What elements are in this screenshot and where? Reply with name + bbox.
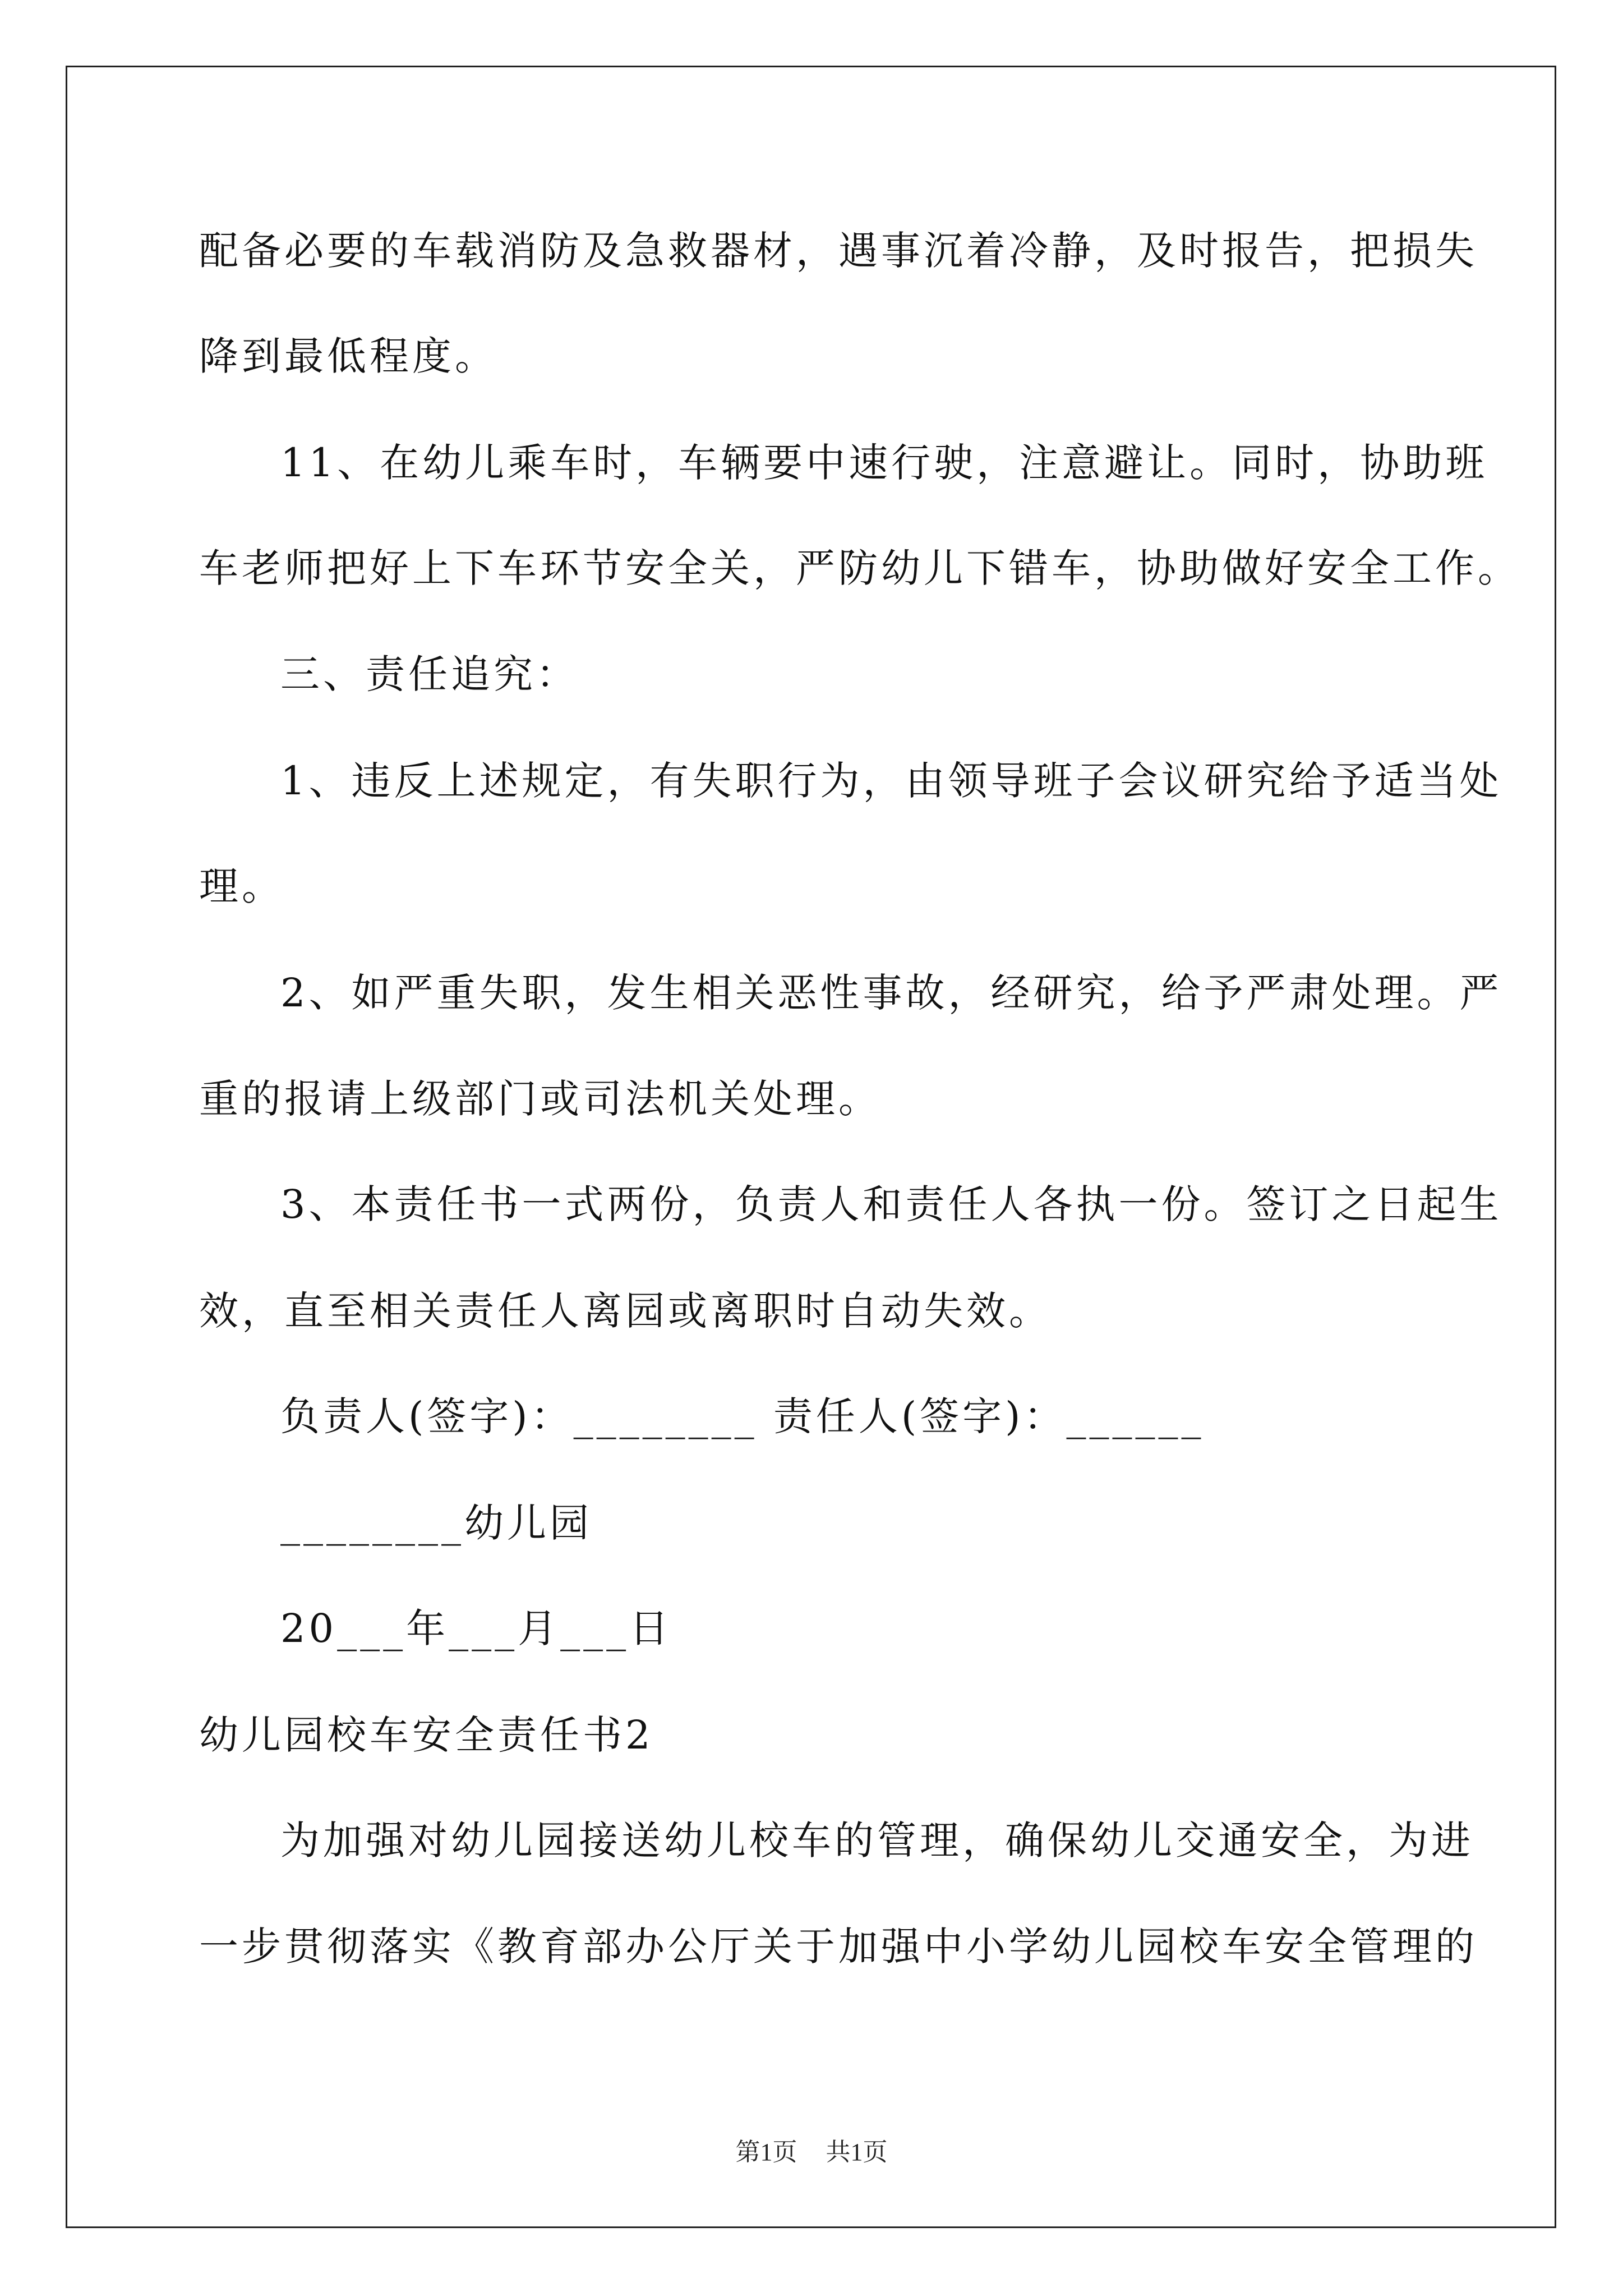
- page-total: 共1页: [826, 2138, 888, 2166]
- text-line: 2、如严重失职，发生相关恶性事故，经研究，给予严肃处理。严: [280, 970, 1502, 1016]
- text-line: 降到最低程度。: [199, 333, 497, 379]
- text-line: 效，直至相关责任人离园或离职时自动失效。: [199, 1288, 1052, 1334]
- kindergarten-name-line: ________幼儿园: [280, 1500, 592, 1546]
- text-line: 配备必要的车载消防及急救器材，遇事沉着冷静，及时报告，把损失: [199, 228, 1478, 274]
- text-line: 1、违反上述规定，有失职行为，由领导班子会议研究给予适当处: [280, 758, 1502, 804]
- text-line: 车老师把好上下车环节安全关，严防幼儿下错车，协助做好安全工作。: [199, 545, 1520, 591]
- text-line: 重的报请上级部门或司法机关处理。: [199, 1076, 881, 1122]
- date-line: 20___年___月___日: [280, 1605, 672, 1651]
- text-line: 为加强对幼儿园接送幼儿校车的管理，确保幼儿交通安全，为进: [280, 1818, 1474, 1864]
- page-border: [66, 66, 1556, 2228]
- document-title: 幼儿园校车安全责任书2: [199, 1712, 654, 1758]
- text-line: 一步贯彻落实《教育部办公厅关于加强中小学幼儿园校车安全管理的: [199, 1924, 1478, 1970]
- text-line: 理。: [199, 863, 284, 909]
- text-line: 3、本责任书一式两份，负责人和责任人各执一份。签订之日起生: [280, 1181, 1502, 1227]
- page-footer: [0, 2132, 1623, 2168]
- text-line: 11、在幼儿乘车时，车辆要中速行驶，注意避让。同时，协助班: [280, 440, 1488, 486]
- signature-line: 负责人(签字)：________ 责任人(签字)：______: [280, 1393, 1205, 1439]
- section-heading: 三、责任追究：: [280, 651, 579, 697]
- page-number: 第1页: [735, 2138, 797, 2166]
